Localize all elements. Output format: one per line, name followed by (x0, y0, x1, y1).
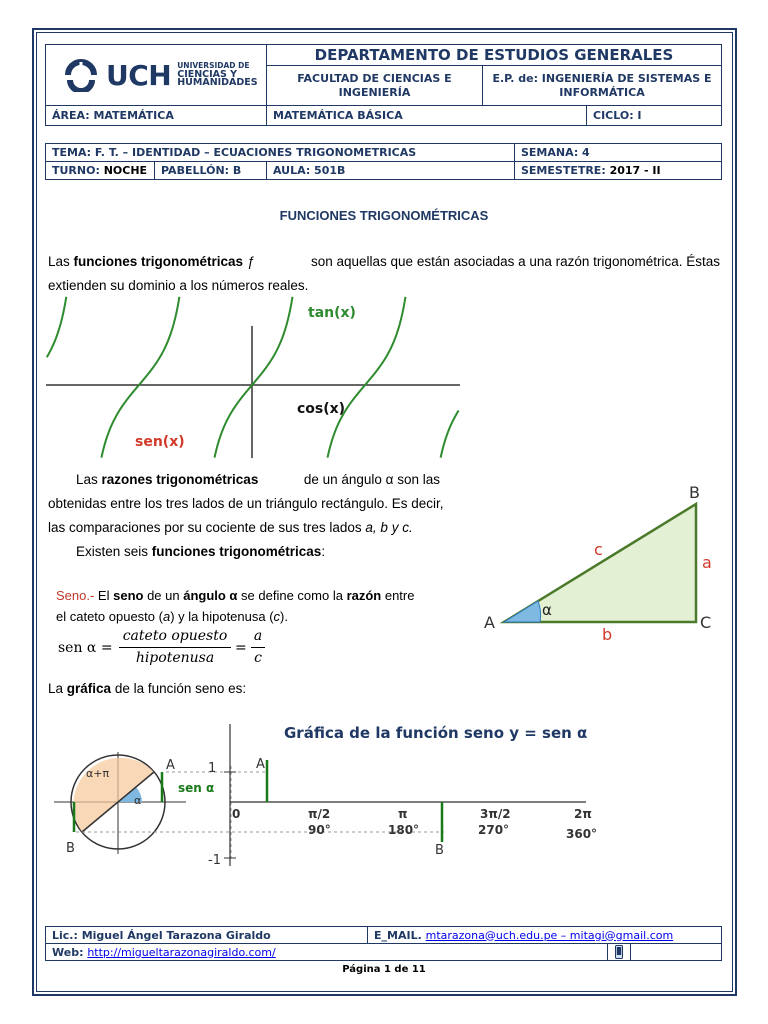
x-label-pi: π (398, 807, 408, 821)
logo-wordmark: UCH (106, 58, 172, 92)
circle-point-b: B (66, 841, 75, 856)
alpha-label: α (542, 601, 552, 619)
page-number: Página 1 de 11 (342, 964, 426, 975)
topic-cell: TEMA: F. T. – IDENTIDAD – ECUACIONES TRIGONOMETRICAS (45, 143, 515, 162)
web-link[interactable]: http://migueltarazonagiraldo.com/ (87, 945, 276, 959)
graph-intro-text: La gráfica de la función seno es: (48, 681, 247, 696)
semester-cell: SEMESTETRE: 2017 - II (514, 161, 722, 180)
x-label-2pi: 2π (574, 807, 592, 821)
uch-emblem-icon (64, 58, 102, 92)
sine-definition: Seno.- El seno de un ángulo α se define como la razón entre el cateto opuesto (a) y la hipotenusa (c). (56, 588, 415, 624)
footer-blank-cell (630, 943, 722, 961)
web-cell: Web: http://migueltarazonagiraldo.com/ (45, 943, 608, 961)
sine-graph-title: Gráfica de la función seno y = sen α (284, 724, 588, 742)
x-label-0: 0 (232, 807, 241, 821)
alpha-small-label: α (134, 794, 142, 807)
document-title: FUNCIONES TRIGONOMÉTRICAS (279, 208, 489, 223)
university-logo (45, 44, 267, 106)
sen-alpha-label: sen α (178, 781, 215, 795)
intro-paragraph: Las funciones trigonométricas ƒ son aquellas que están asociadas a una razón trigonométrica. Éstas extienden su dominio a los números reales. (48, 254, 720, 293)
cycle-cell: CICLO: I (586, 105, 722, 126)
x-label-3pi-half: 3π/2 (480, 807, 511, 821)
logo-university-name: UNIVERSIDAD DE CIENCIAS Y HUMANIDADES (177, 61, 258, 89)
alpha-pi-label: α+π (86, 767, 110, 780)
x-label-pi-half: π/2 (308, 807, 331, 821)
email-cell: E_MAIL. mtarazona@uch.edu.pe – mitagi@gmail.com (367, 926, 722, 944)
week-cell: SEMANA: 4 (514, 143, 722, 162)
side-a-label: a (702, 553, 712, 572)
sine-formula: sen α = cateto opuesto hipotenusa = a c (58, 628, 278, 668)
building-cell: PABELLÓN: B (154, 161, 267, 180)
y-label-1: 1 (208, 761, 217, 776)
sine-function-graph (46, 714, 606, 886)
vertex-a-label: A (484, 613, 495, 632)
vertex-b-label: B (689, 483, 700, 502)
vertex-c-label: C (700, 613, 712, 632)
sen-label: sen(x) (135, 434, 185, 450)
shift-cell: TURNO: NOCHE (45, 161, 155, 180)
ratios-paragraph: Las razones trigonométricas de un ángulo α son las obtenidas entre los tres lados de un triángulo rectángulo. Es decir, las comparaciones por su cociente de sus tres lados a, b y c. Existen seis funciones trigonométricas: (48, 472, 444, 559)
sine-point-b: B (435, 843, 444, 858)
faculty-cell: FACULTAD DE CIENCIAS E INGENIERÍA (266, 65, 483, 106)
y-label-minus1: -1 (208, 853, 221, 868)
author-cell: Lic.: Miguel Ángel Tarazona Giraldo (45, 926, 368, 944)
x-label-360: 360° (566, 827, 598, 841)
department-title: DEPARTAMENTO DE ESTUDIOS GENERALES (266, 44, 722, 66)
room-cell: AULA: 501B (266, 161, 515, 180)
tan-label: tan(x) (308, 305, 356, 321)
side-c-label: c (594, 540, 603, 559)
cos-label: cos(x) (297, 401, 346, 417)
area-cell: ÁREA: MATEMÁTICA (45, 105, 267, 126)
x-label-180: 180° (388, 823, 420, 837)
circle-point-a: A (166, 758, 175, 773)
email-link[interactable]: mtarazona@uch.edu.pe – mitagi@gmail.com (425, 928, 674, 942)
phone-cell (607, 943, 631, 961)
trig-functions-graph (46, 296, 460, 458)
x-label-90: 90° (308, 823, 331, 837)
phone-icon (615, 945, 623, 959)
angle-alpha-arc (504, 601, 541, 622)
right-triangle-diagram (478, 478, 728, 644)
course-cell: MATEMÁTICA BÁSICA (266, 105, 587, 126)
x-label-270: 270° (478, 823, 510, 837)
school-cell: E.P. de: INGENIERÍA DE SISTEMAS E INFORMÁTICA (482, 65, 722, 106)
side-b-label: b (602, 625, 613, 644)
sine-point-a: A (256, 757, 265, 772)
